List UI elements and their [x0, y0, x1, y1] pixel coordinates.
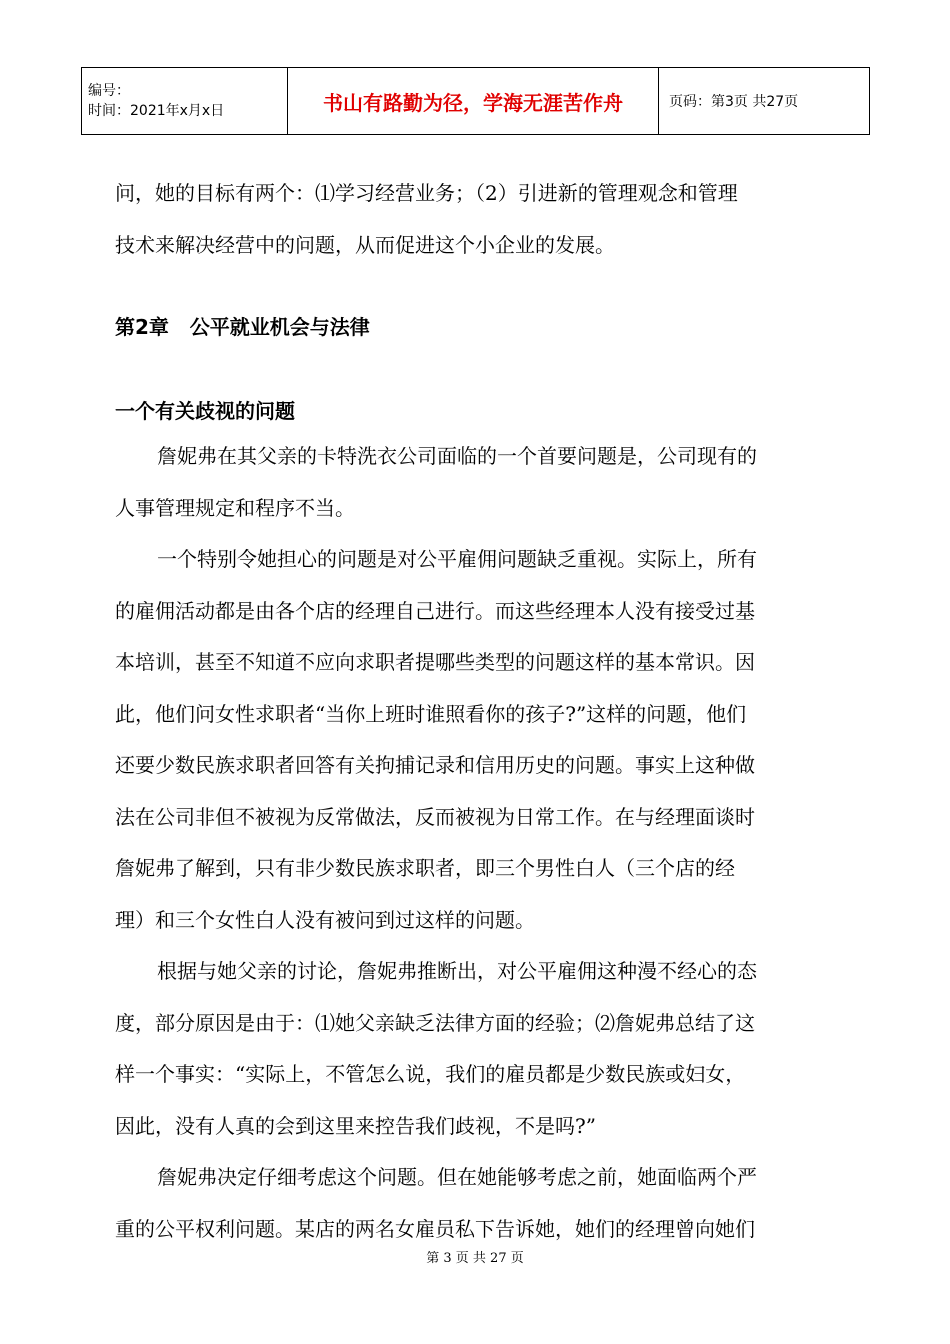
document-body	[115, 168, 840, 1255]
paragraph-line: 因此，没有人真的会到这里来控告我们歧视，不是吗?”	[115, 1113, 596, 1138]
paragraph-1	[115, 431, 840, 534]
paragraph-line: 度，部分原因是由于：⑴她父亲缺乏法律方面的经验；⑵詹妮弗总结了这	[115, 1010, 755, 1035]
document-time-label: 时间：2021年x月x日	[88, 103, 225, 119]
paragraph-line: 詹妮弗了解到，只有非少数民族求职者，即三个男性白人（三个店的经	[115, 856, 735, 880]
paragraph-line: 理）和三个女性白人没有被问到过这样的问题。	[115, 907, 535, 932]
chapter-title: 第2章 公平就业机会与法律	[115, 315, 370, 339]
paragraph-line: 还要少数民族求职者回答有关拘捕记录和信用历史的问题。事实上这种做	[115, 753, 755, 777]
paragraph-line: 本培训，甚至不知道不应向求职者提哪些类型的问题这样的基本常识。因	[115, 650, 755, 674]
paragraph-line: 样一个事实：“实际上，不管怎么说，我们的雇员都是少数民族或妇女，	[115, 1062, 746, 1086]
section-title: 一个有关歧视的问题	[115, 399, 295, 423]
paragraph-line: 的雇佣活动都是由各个店的经理自己进行。而这些经理本人没有接受过基	[115, 598, 755, 623]
paragraph-line: 詹妮弗在其父亲的卡特洗衣公司面临的一个首要问题是，公司现有的	[157, 444, 757, 468]
intro-line: 技术来解决经营中的问题，从而促进这个小企业的发展。	[115, 232, 615, 257]
paragraph-line: 此，他们问女性求职者“当你上班时谁照看你的孩子?”这样的问题，他们	[115, 701, 747, 726]
paragraph-2	[115, 534, 840, 946]
header-meta-cell	[82, 68, 288, 135]
header-motto: 书山有路勤为径，学海无涯苦作舟	[288, 68, 659, 135]
header-page-code: 页码：第3页 共27页	[659, 68, 870, 135]
paragraph-line: 人事管理规定和程序不当。	[115, 495, 355, 520]
page-footer: 第 3 页 共 27 页	[426, 1251, 524, 1266]
header-table	[81, 67, 870, 135]
paragraph-line: 一个特别令她担心的问题是对公平雇佣问题缺乏重视。实际上，所有	[157, 547, 757, 571]
paragraph-line: 詹妮弗决定仔细考虑这个问题。但在她能够考虑之前，她面临两个严	[157, 1165, 757, 1189]
paragraph-line: 根据与她父亲的讨论，詹妮弗推断出，对公平雇佣这种漫不经心的态	[157, 959, 757, 983]
document-number-label: 编号：	[88, 83, 130, 99]
intro-line: 问，她的目标有两个：⑴学习经营业务；（2）引进新的管理观念和管理	[115, 181, 738, 205]
paragraph-3	[115, 946, 840, 1152]
paragraph-4	[115, 1152, 840, 1255]
paragraph-line: 法在公司非但不被视为反常做法，反而被视为日常工作。在与经理面谈时	[115, 804, 755, 829]
paragraph-line: 重的公平权利问题。某店的两名女雇员私下告诉她，她们的经理曾向她们	[115, 1216, 755, 1241]
